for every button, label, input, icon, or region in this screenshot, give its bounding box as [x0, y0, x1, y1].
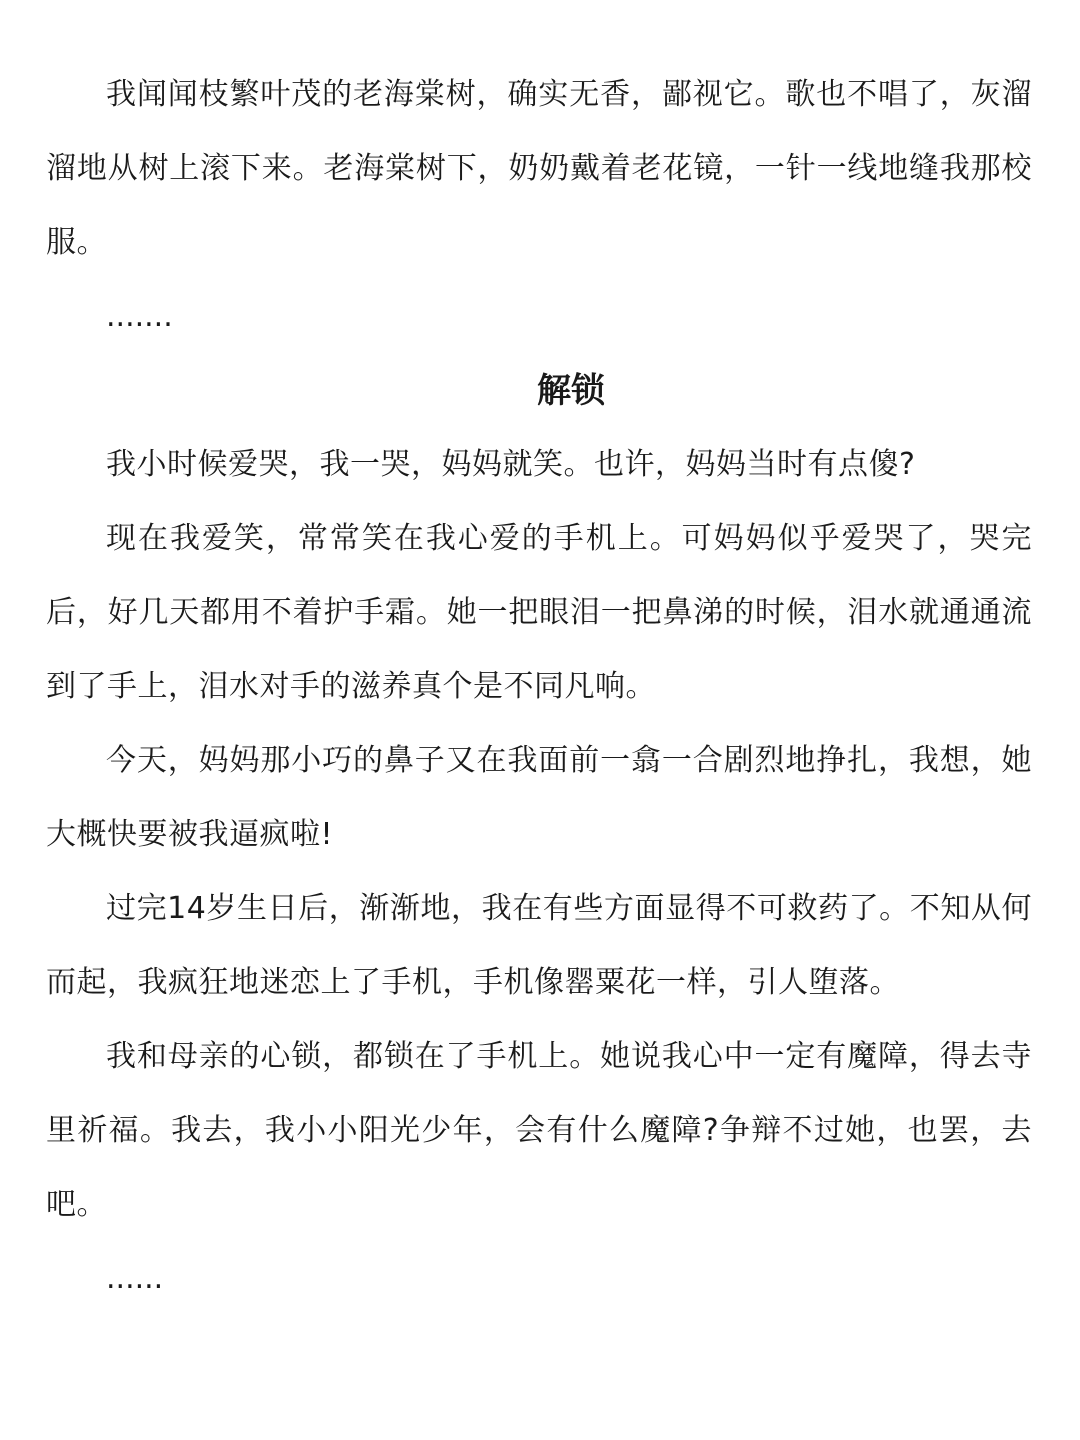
paragraph-heart-lock: 我和母亲的心锁，都锁在了手机上。她说我心中一定有魔障，得去寺里祈福。我去，我小小阳光少年，会有什么魔障?争辩不过她，也罢，去吧。 — [46, 1039, 1032, 1222]
section-title: 解锁 — [537, 371, 605, 411]
paragraph-fourteen: 过完14岁生日后，渐渐地，我在有些方面显得不可救药了。不知从何而起，我疯狂地迷恋上了手机，手机像罂粟花一样，引人堕落。 — [46, 891, 1032, 1000]
paragraph-haitang: 我闻闻枝繁叶茂的老海棠树，确实无香，鄙视它。歌也不唱了，灰溜溜地从树上滚下来。老海棠树下，奶奶戴着老花镜，一针一线地缝我那校服。 — [46, 77, 1032, 260]
ellipsis-2: ...... — [106, 1261, 164, 1296]
paragraph-today: 今天，妈妈那小巧的鼻子又在我面前一翕一合剧烈地挣扎，我想，她大概快要被我逼疯啦! — [46, 743, 1032, 852]
paragraph-phone: 现在我爱笑，常常笑在我心爱的手机上。可妈妈似乎爱哭了，哭完后，好几天都用不着护手霜。她一把眼泪一把鼻涕的时候，泪水就通通流到了手上，泪水对手的滋养真个是不同凡响。 — [46, 521, 1032, 704]
ellipsis-1: ....... — [106, 299, 173, 334]
paragraph-childhood: 我小时候爱哭，我一哭，妈妈就笑。也许，妈妈当时有点傻? — [106, 447, 916, 482]
